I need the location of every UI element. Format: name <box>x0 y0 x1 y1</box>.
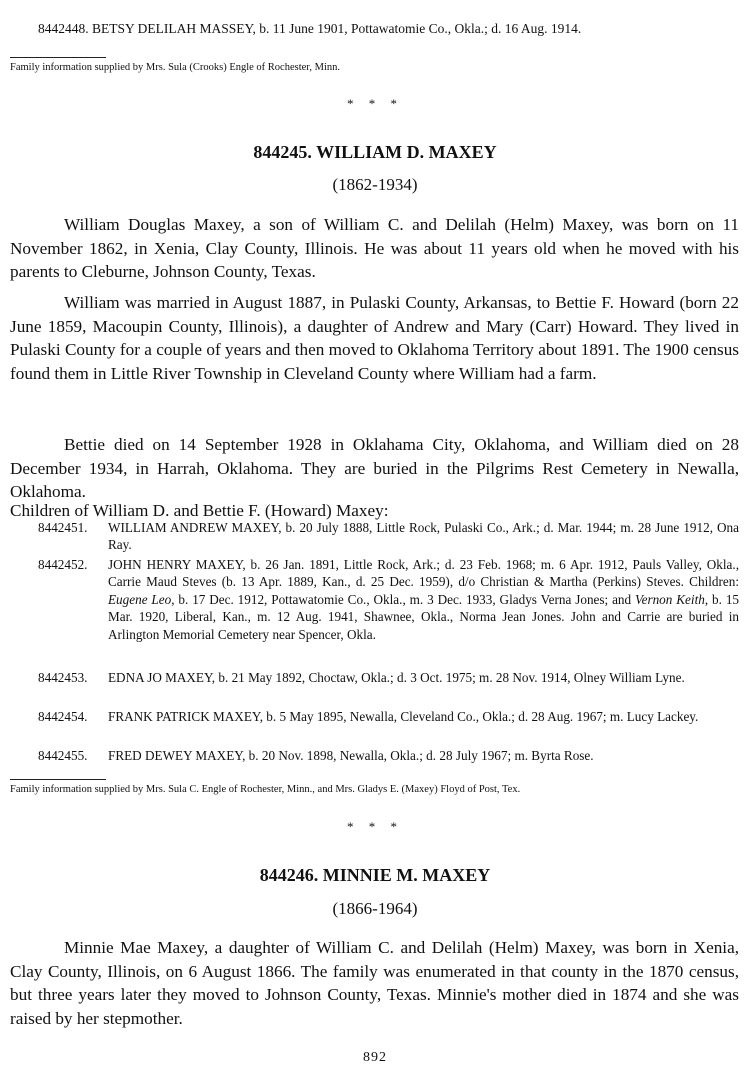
child-number: 8442452. <box>38 557 88 572</box>
section-1-paragraph: William Douglas Maxey, a son of William C. and Delilah (Helm) Maxey, was born on 11 November 1862, in Xenia, Clay County, Illinois. He was about 11 years old when he moved with his parents to Cleburne, Johnson County, Texas. <box>10 215 739 282</box>
child-text: EDNA JO MAXEY, b. 21 May 1892, Choctaw, Okla.; d. 3 Oct. 1975; m. 28 Nov. 1914, Olney William Lyne. <box>108 670 685 685</box>
section-1-paragraph: Bettie died on 14 September 1928 in Oklahama City, Oklahoma, and William died on 28 December 1934, in Harrah, Oklahoma. They are buried in the Pilgrims Rest Cemetery in Newalla, Oklahoma. <box>10 435 739 502</box>
section-separator: * * * <box>347 819 403 834</box>
footnote-rule <box>10 779 106 780</box>
child-text-part: , b. 17 Dec. 1912, Pottawatomie Co., Okla., m. 3 Dec. 1933, Gladys Verna Jones; and <box>171 591 636 607</box>
child-number: 8442455. <box>38 748 88 763</box>
child-name-italic: Vernon Keith <box>635 591 705 607</box>
child-entry <box>38 747 739 764</box>
child-entry <box>38 708 739 725</box>
child-number: 8442454. <box>38 709 88 724</box>
child-number: 8442453. <box>38 670 88 685</box>
child-text: FRANK PATRICK MAXEY, b. 5 May 1895, Newalla, Cleveland Co., Okla.; d. 28 Aug. 1967; m. Lucy Lackey. <box>108 709 699 724</box>
section-1-years: (1862-1934) <box>332 175 418 194</box>
child-entry <box>38 556 739 643</box>
section-1-paragraph: William was married in August 1887, in Pulaski County, Arkansas, to Bettie F. Howard (born 22 June 1859, Macoupin County, Illinois), a daughter of Andrew and Mary (Carr) Howard. They lived in Pulaski County for a couple of years and then moved to Oklahoma Territory about 1891. The 1900 census found them in Little River Township in Cleveland County where William had a farm. <box>10 293 739 383</box>
child-entry <box>38 519 739 554</box>
section-separator: * * * <box>347 96 403 111</box>
footnote-2: Family information supplied by Mrs. Sula C. Engle of Rochester, Minn., and Mrs. Gladys E. (Maxey) Floyd of Post, Tex. <box>10 784 521 795</box>
child-text-part: JOHN HENRY MAXEY, b. 26 Jan. 1891, Little Rock, Ark.; d. 23 Feb. 1968; m. 6 Apr. 1912, Pauls Valley, Okla., Carrie Maud Steves (b. 13 Apr. 1889, Kan., d. 25 Dec. 1959), d/o Christian & Martha (Perkins) Steves. Children: <box>108 557 739 590</box>
child-text <box>108 556 739 643</box>
top-entry: 8442448. BETSY DELILAH MASSEY, b. 11 June 1901, Pottawatomie Co., Okla.; d. 16 Aug. 1914. <box>38 21 582 36</box>
section-2-paragraph: Minnie Mae Maxey, a daughter of William C. and Delilah (Helm) Maxey, was born in Xenia, Clay County, Illinois, on 6 August 1866. The family was enumerated in that county in the 1870 census, but three years later they moved to Johnson County, Texas. Minnie's mother died in 1874 and she was raised by her stepmother. <box>10 938 739 1028</box>
child-text: FRED DEWEY MAXEY, b. 20 Nov. 1898, Newalla, Okla.; d. 28 July 1967; m. Byrta Rose. <box>108 748 594 763</box>
footnote-1: Family information supplied by Mrs. Sula (Crooks) Engle of Rochester, Minn. <box>10 62 341 73</box>
footnote-rule <box>10 57 106 58</box>
section-2-years: (1866-1964) <box>332 899 418 918</box>
children-intro: Children of William D. and Bettie F. (Howard) Maxey: <box>10 501 389 520</box>
page-number: 892 <box>363 1050 387 1065</box>
child-text: WILLIAM ANDREW MAXEY, b. 20 July 1888, Little Rock, Pulaski Co., Ark.; d. Mar. 1944; m. 28 June 1912, Ona Ray. <box>108 520 739 553</box>
section-2-heading: 844246. MINNIE M. MAXEY <box>259 865 491 885</box>
child-number: 8442451. <box>38 520 88 535</box>
child-text-part: , b. 15 Mar. 1920, Liberal, Kan., m. 12 Aug. 1941, Shawnee, Okla., Norma Jean Jones. John and Carrie are buried in Arlington Memorial Cemetery near Spencer, Okla. <box>108 591 739 642</box>
child-name-italic: Eugene Leo <box>108 591 172 607</box>
section-1-heading: 844245. WILLIAM D. MAXEY <box>253 142 497 162</box>
child-entry <box>38 669 739 686</box>
